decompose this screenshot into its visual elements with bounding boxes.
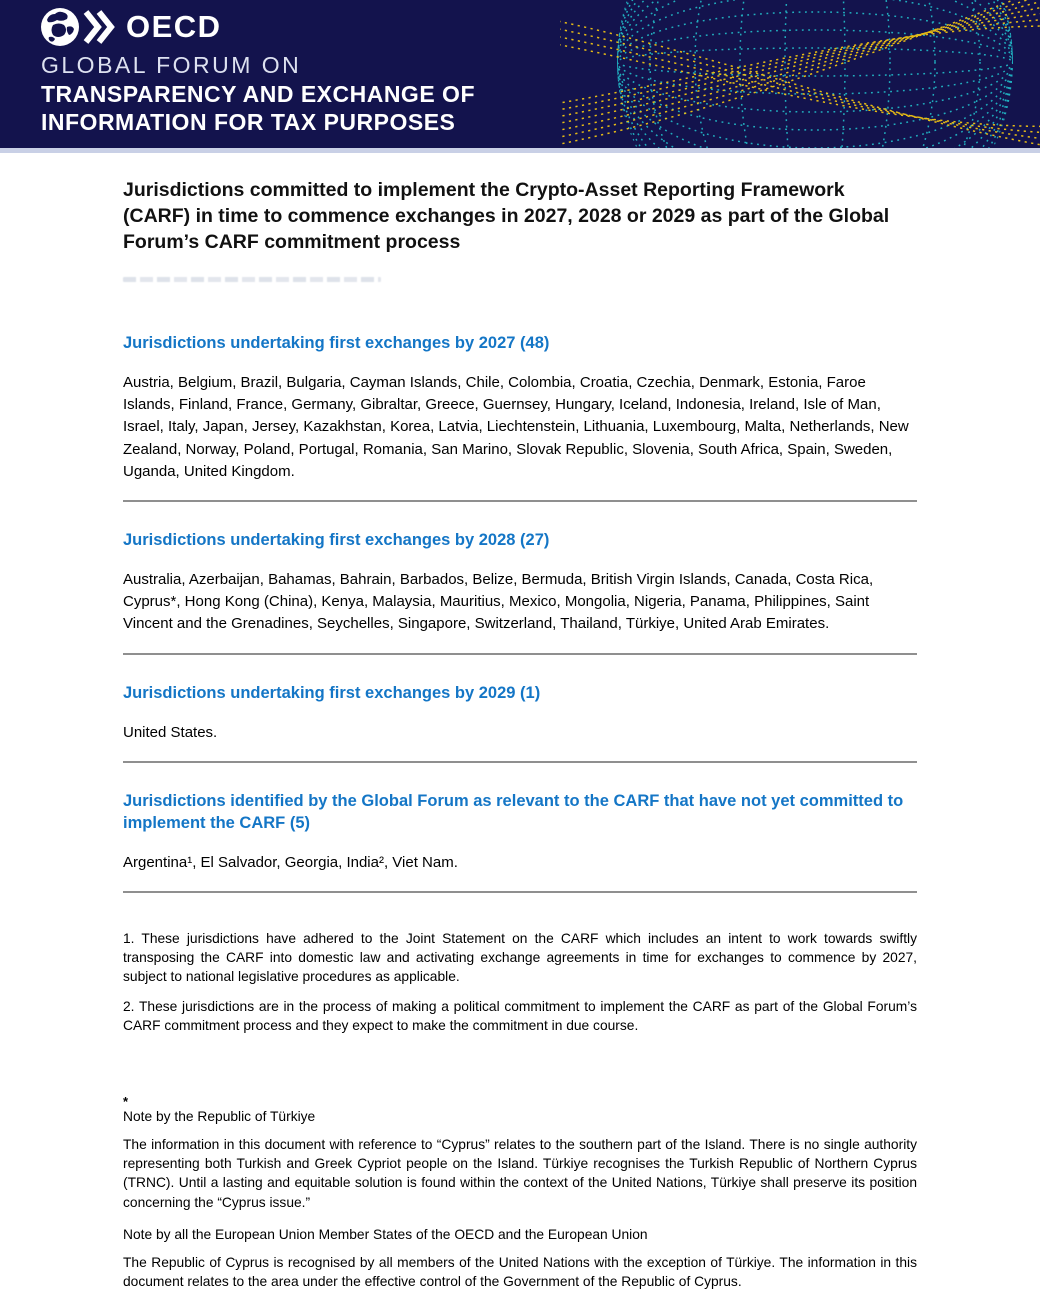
org-title-bold (41, 80, 475, 136)
notes-block (123, 1094, 917, 1291)
turkiye-note-body: The information in this document with reference to “Cyprus” relates to the southern part of the Island. There is no single authority representing both Turkish and Greek Cypriot people on the Island. Türkiye recognises the Turkish Republic of Northern Cyprus (TRNC). Until a lasting and equitable solution is found within the context of the United Nations, Türkiye shall preserve its position concerning the “Cyprus issue.” (123, 1137, 917, 1210)
turkiye-note-title: Note by the Republic of Türkiye (123, 1109, 316, 1125)
footnote-2: 2. These jurisdictions are in the process of making a political commitment to implement the CARF as part of the Global Forum’s CARF commitment process and they expect to make the commitment in due course. (123, 998, 917, 1033)
wave-decoration-icon (560, 0, 1040, 148)
section-divider (123, 761, 917, 763)
org-title-bold-line2: INFORMATION FOR TAX PURPOSES (41, 109, 456, 135)
org-title-bold-line1: TRANSPARENCY AND EXCHANGE OF (41, 81, 475, 107)
eu-note-body: The Republic of Cyprus is recognised by all members of the United Nations with the exception of Türkiye. The information in this document relates to the area under the effective control of the Government of the Republic of Cyprus. (123, 1254, 917, 1290)
section-body-2029: United States. (123, 723, 218, 741)
eu-note-title: Note by all the European Union Member States of the OECD and the European Union (123, 1226, 648, 1242)
document-content (123, 177, 917, 1305)
globe-icon (40, 7, 118, 47)
section-divider (123, 653, 917, 655)
banner-bottom-strip (0, 148, 1040, 153)
turkiye-note-asterisk: * (123, 1094, 129, 1110)
section-divider (123, 500, 917, 502)
faded-subtitle-line (123, 277, 381, 282)
section-divider (123, 891, 917, 893)
section-heading-not-committed: Jurisdictions identified by the Global Forum as relevant to the CARF that have not yet committed to implement the CARF (5) (123, 791, 904, 832)
footnotes (123, 929, 917, 1035)
footnote-1: 1. These jurisdictions have adhered to the Joint Statement on the CARF which includes an intent to work towards swiftly transposing the CARF into domestic law and activating exchange agreements in time for exchanges to commence by 2027, subject to national legislative procedures as applicable. (123, 931, 917, 985)
section-body-2027: Austria, Belgium, Brazil, Bulgaria, Cayman Islands, Chile, Colombia, Croatia, Czechia, Denmark, Estonia, Faroe Islands, Finland, France, Germany, Gibraltar, Greece, Guernsey, Hungary, Iceland, Indonesia, Ireland, Isle of Man, Israel, Italy, Japan, Jersey, Kazakhstan, Korea, Latvia, Liechtenstein, Lithuania, Luxembourg, Malta, Netherlands, New Zealand, Norway, Poland, Portugal, Romania, San Marino, Slovak Republic, Slovenia, South Africa, Spain, Sweden, Uganda, United Kingdom. (123, 374, 909, 480)
oecd-banner (0, 0, 1040, 148)
section-heading-2028: Jurisdictions undertaking first exchanges by 2028 (27) (123, 531, 550, 550)
org-title-light: GLOBAL FORUM ON (41, 52, 302, 78)
section-heading-2029: Jurisdictions undertaking first exchanges by 2029 (1) (123, 683, 541, 702)
section-body-not-committed: Argentina¹, El Salvador, Georgia, India², Viet Nam. (123, 853, 458, 871)
section-body-2028: Australia, Azerbaijan, Bahamas, Bahrain, Barbados, Belize, Bermuda, British Virgin Islands, Canada, Costa Rica, Cyprus*, Hong Kong (China), Kenya, Malaysia, Mauritius, Mexico, Mongolia, Nigeria, Panama, Philippines, Saint Vincent and the Grenadines, Seychelles, Singapore, Switzerland, Thailand, Türkiye, United Arab Emirates. (123, 571, 874, 633)
section-heading-2027: Jurisdictions undertaking first exchanges by 2027 (48) (123, 334, 550, 352)
oecd-logo (40, 7, 222, 47)
document-title: Jurisdictions committed to implement the Crypto-Asset Reporting Framework (CARF) in time to commence exchanges in 2027, 2028 or 2029 as part of the Global Forum’s CARF commitment process (123, 179, 890, 253)
oecd-wordmark: OECD (126, 9, 222, 44)
